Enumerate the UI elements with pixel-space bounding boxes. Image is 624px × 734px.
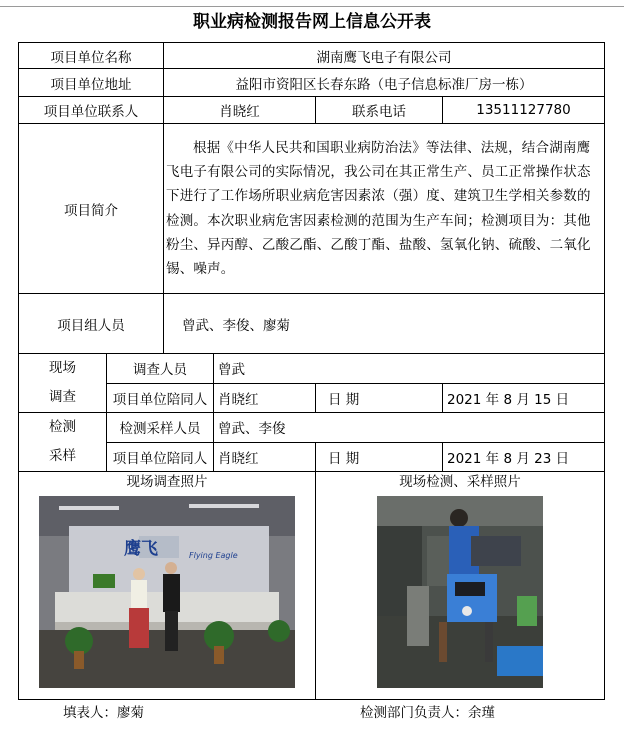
row-survey-companion xyxy=(19,383,605,413)
phone-value: 13511127780 xyxy=(443,97,605,124)
address-label: 项目单位地址 xyxy=(19,69,164,97)
row-unit-name xyxy=(19,43,605,69)
contact-label: 项目单位联系人 xyxy=(19,97,164,124)
dept-head-label: 检测部门负责人： xyxy=(360,705,468,721)
row-intro xyxy=(19,124,605,294)
address-value: 益阳市资阳区长春东路（电子信息标准厂房一栋） xyxy=(164,69,605,97)
filler-value: 廖菊 xyxy=(117,705,144,721)
reception-photo-image xyxy=(39,496,295,688)
survey-companion-label: 项目单位陪同人 xyxy=(107,383,214,413)
survey-group-label xyxy=(19,354,107,413)
intro-label: 项目简介 xyxy=(19,124,164,294)
phone-label: 联系电话 xyxy=(316,97,443,124)
left-photo-cell xyxy=(19,472,316,700)
intro-text-cell xyxy=(164,124,605,294)
sampling-group-label xyxy=(19,413,107,472)
intro-text: 根据《中华人民共和国职业病防治法》等法律、法规，结合湖南鹰飞电子有限公司的实际情况，我公司在其正常生产、员工正常操作状态下进行了工作场所职业病危害因素浓（强）度、建筑卫生学相关参数的检测。本次职业病危害因素检测的范围为生产车间；检测项目为：其他粉尘、异丙醇、乙酸乙酯、乙酸丁酯、盐酸、氢氧化钠、硫酸、二氧化锡、噪声。 xyxy=(166,139,591,277)
sampling-group-line1: 检测 xyxy=(49,419,76,435)
reception-photo xyxy=(39,496,295,688)
unit-name-value: 湖南鹰飞电子有限公司 xyxy=(164,43,605,69)
right-photo-cell xyxy=(316,472,605,700)
sampling-companion-label: 项目单位陪同人 xyxy=(107,442,214,472)
survey-companion-value: 肖晓红 xyxy=(214,383,316,413)
survey-group-line2: 调查 xyxy=(49,389,76,405)
info-table xyxy=(18,42,605,700)
sampling-companion-value: 肖晓红 xyxy=(214,442,316,472)
filler-field xyxy=(63,701,144,721)
sampler-label: 检测采样人员 xyxy=(107,413,214,443)
row-sampling-companion xyxy=(19,442,605,472)
dept-head-field xyxy=(360,701,495,721)
investigator-label: 调查人员 xyxy=(107,354,214,384)
top-border-line xyxy=(0,0,624,7)
row-address xyxy=(19,69,605,97)
row-photos xyxy=(19,472,605,700)
row-members xyxy=(19,294,605,354)
left-photo-title: 现场调查照片 xyxy=(126,474,208,490)
members-value: 曾武、李俊、廖菊 xyxy=(164,294,605,354)
dept-head-value: 余瑾 xyxy=(468,705,495,721)
filler-label: 填表人： xyxy=(63,705,117,721)
contact-value: 肖晓红 xyxy=(164,97,316,124)
sampling-date-value: 2021 年 8 月 23 日 xyxy=(443,442,605,472)
members-label: 项目组人员 xyxy=(19,294,164,354)
sampling-photo-image xyxy=(377,496,543,688)
survey-date-value: 2021 年 8 月 15 日 xyxy=(443,383,605,413)
sampling-date-label: 日 期 xyxy=(316,442,443,472)
unit-name-label: 项目单位名称 xyxy=(19,43,164,69)
right-photo-title: 现场检测、采样照片 xyxy=(399,474,521,490)
survey-date-label: 日 期 xyxy=(316,383,443,413)
sign-brand: Flying Eagle xyxy=(189,551,238,560)
row-sampling-sampler xyxy=(19,413,605,443)
sign-chinese: 鹰飞 xyxy=(124,539,158,559)
row-contact xyxy=(19,97,605,124)
survey-group-line1: 现场 xyxy=(49,360,76,376)
investigator-value: 曾武 xyxy=(214,354,605,384)
sampling-photo xyxy=(377,496,543,688)
sampling-group-line2: 采样 xyxy=(49,448,76,464)
row-survey-investigator xyxy=(19,354,605,384)
sampler-value: 曾武、李俊 xyxy=(214,413,605,443)
page-title: 职业病检测报告网上信息公开表 xyxy=(193,12,431,32)
